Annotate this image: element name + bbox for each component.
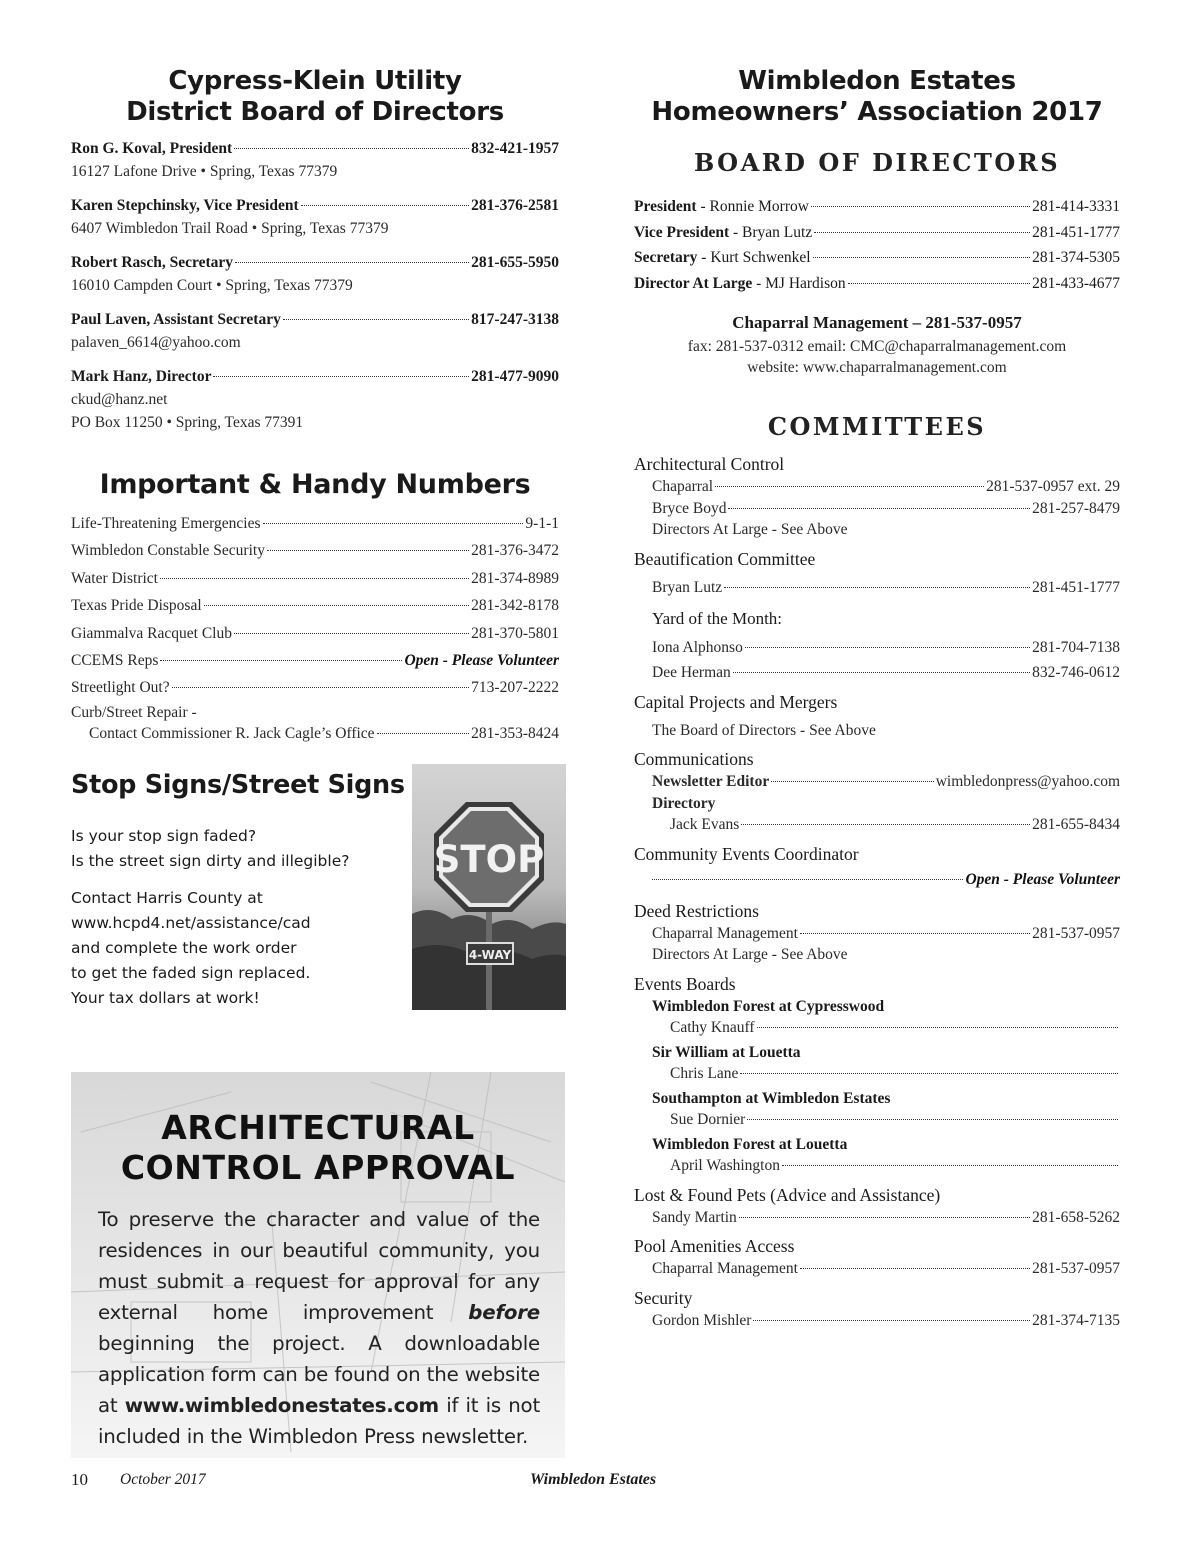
committee-heading: Beautification Committee [634,548,816,569]
committee-heading: Lost & Found Pets (Advice and Assistance) [634,1184,941,1205]
committee-heading: Communications [634,749,754,769]
director-entry [71,366,559,434]
events-board-person: Chris Lane [634,1063,1120,1085]
committee-body: Chaparral Management 281-537-0957 Directors At Large - See Above [652,924,1120,963]
chaparral-website: website: www.chaparralmanagement.com [747,359,1007,376]
chaparral-fax-email: fax: 281-537-0312 email: CMC@chaparralmanagement.com [687,338,1067,355]
list-item: Wimbledon Constable Security 281-376-3472 [71,542,559,560]
committee-heading: Deed Restrictions [634,900,759,921]
stop-signs-section [71,770,559,1020]
chaparral-phone: Chaparral Management – 281-537-0957 [732,313,1022,332]
director-entry [71,138,559,183]
director-phone: 832-421-1957 [471,140,559,157]
director-phone: 281-376-2581 [471,197,559,214]
stop-sign-photo [412,764,566,1010]
committee-body: Sandy Martin 281-658-5262 [652,1208,1120,1226]
list-item: Life-Threatening Emergencies 9-1-1 [71,515,559,532]
right-column [634,66,1120,1331]
committee-body: Bryan Lutz 281-451-1777 [652,578,1120,596]
list-item [71,702,559,744]
arch-approval-title: ARCHITECTURAL CONTROL APPROVAL [120,1108,516,1187]
director-phone: 281-477-9090 [471,368,559,385]
chaparral-contact [634,310,1120,378]
director-address: 6407 Wimbledon Trail Road • Spring, Texas 77379 [71,220,389,237]
handy-numbers-list [71,510,559,744]
cku-title-line1: Cypress-Klein Utility [168,66,462,96]
list-item: Water District 281-374-8989 [71,569,559,587]
list-item: Director At Large - MJ Hardison 281-433-4677 [634,274,1120,292]
page-footer [71,1470,1121,1492]
cku-board-title [71,66,559,128]
committee-heading: Pool Amenities Access [634,1236,795,1256]
director-address: PO Box 11250 • Spring, Texas 77391 [71,414,304,431]
director-name: Mark Hanz, Director [71,368,212,385]
director-address: 16010 Campden Court • Spring, Texas 77379 [71,277,353,294]
events-board-place: Wimbledon Forest at Louetta [652,1135,848,1153]
page-number: 10 [71,1470,88,1489]
director-name: Paul Laven, Assistant Secretary [71,311,281,328]
committee-body: Gordon Mishler 281-374-7135 [652,1311,1120,1329]
committee-body: The Board of Directors - See Above [652,721,876,739]
stop-signs-title: Stop Signs/Street Signs [71,769,405,800]
committees-heading: COMMITTEES [767,412,987,441]
committee-heading: Architectural Control [634,454,785,474]
board-of-directors-heading: BOARD OF DIRECTORS [693,148,1061,177]
list-item: Texas Pride Disposal 281-342-8178 [71,597,559,615]
committee-body: Newsletter Editor wimbledonpress@yahoo.com Directory Jack Evans 281-655-8434 [652,773,1120,833]
list-item: Giammalva Racquet Club 281-370-5801 [71,624,559,642]
committee-heading: Security [634,1287,693,1308]
events-board-person: Sue Dornier [634,1109,1120,1131]
director-entry [71,309,559,354]
director-address: 16127 Lafone Drive • Spring, Texas 77379 [71,163,338,180]
events-board-place: Sir William at Louetta [652,1043,801,1061]
events-board-place: Wimbledon Forest at Cypresswood [652,997,885,1015]
committee-body: Chaparral 281-537-0957 ext. 29 Bryce Boyd 281-257-8479 Directors At Large - See Above [652,478,1120,538]
board-list [634,194,1120,296]
list-item: Secretary - Kurt Schwenkel 281-374-5305 [634,249,1120,266]
committee-heading: Capital Projects and Mergers [634,691,838,712]
list-item: CCEMS Reps Open - Please Volunteer [71,652,559,670]
committee-body: Iona Alphonso 281-704-7138 Dee Herman 832-746-0612 [652,639,1120,681]
cku-title-line2: District Board of Directors [126,97,504,127]
architectural-control-box [71,1072,565,1458]
director-name: Ron G. Koval, President [71,140,233,157]
publication-name: Wimbledon Estates [530,1471,657,1488]
committee-heading: Events Boards [634,973,736,994]
hoa-title: Wimbledon Estates Homeowners’ Association 2017 [651,66,1103,127]
left-column [71,66,559,1020]
yard-of-the-month-heading: Yard of the Month: [652,609,783,628]
events-board-person: Cathy Knauff [634,1017,1120,1039]
stop-signs-text: Is your stop sign faded? Is the street sign dirty and illegible? Contact Harris County at www.hcpd4.net/assistance/cad and complete the work order to get the faded sign replaced. Your tax dollars at work! [71,826,350,1007]
director-entry [71,252,559,297]
list-item: President - Ronnie Morrow 281-414-3331 [634,198,1120,215]
director-name: Karen Stepchinsky, Vice President [71,197,299,214]
wimbledon-website-link: www.wimbledonestates.com [124,1394,439,1417]
curb-contact: Contact Commissioner R. Jack Cagle’s Office [89,724,375,742]
director-name: Robert Rasch, Secretary [71,254,233,271]
director-email: palaven_6614@yahoo.com [71,334,241,351]
director-phone: 281-655-5950 [471,254,559,271]
director-phone: 817-247-3138 [471,311,559,328]
curb-label: Curb/Street Repair - [71,703,197,721]
issue-date: October 2017 [120,1471,206,1488]
events-board-place: Southampton at Wimbledon Estates [652,1089,891,1107]
committee-heading: Community Events Coordinator [634,843,859,864]
arch-approval-body: To preserve the character and value of the residences in our beautiful community, you must submit a request for approval for any external home improvement before beginning the project. A downloadable application form can be found on the website at www.wimbledonestates.com if it is not included in the Wimbledon Press newsletter. [98,1208,541,1448]
curb-phone: 281-353-8424 [471,724,559,742]
director-email: ckud@hanz.net [71,391,168,408]
list-item: Vice President - Bryan Lutz 281-451-1777 [634,223,1120,241]
director-entry [71,195,559,240]
committee-body: Chaparral Management 281-537-0957 [652,1260,1120,1277]
committee-body: Open - Please Volunteer [634,866,1120,893]
handy-numbers-title: Important & Handy Numbers [99,469,531,500]
four-way-plate-text: 4-WAY [468,947,512,962]
events-board-person: April Washington [634,1155,1120,1177]
stop-sign-text: STOP [433,837,545,881]
list-item: Streetlight Out? 713-207-2222 [71,679,559,697]
